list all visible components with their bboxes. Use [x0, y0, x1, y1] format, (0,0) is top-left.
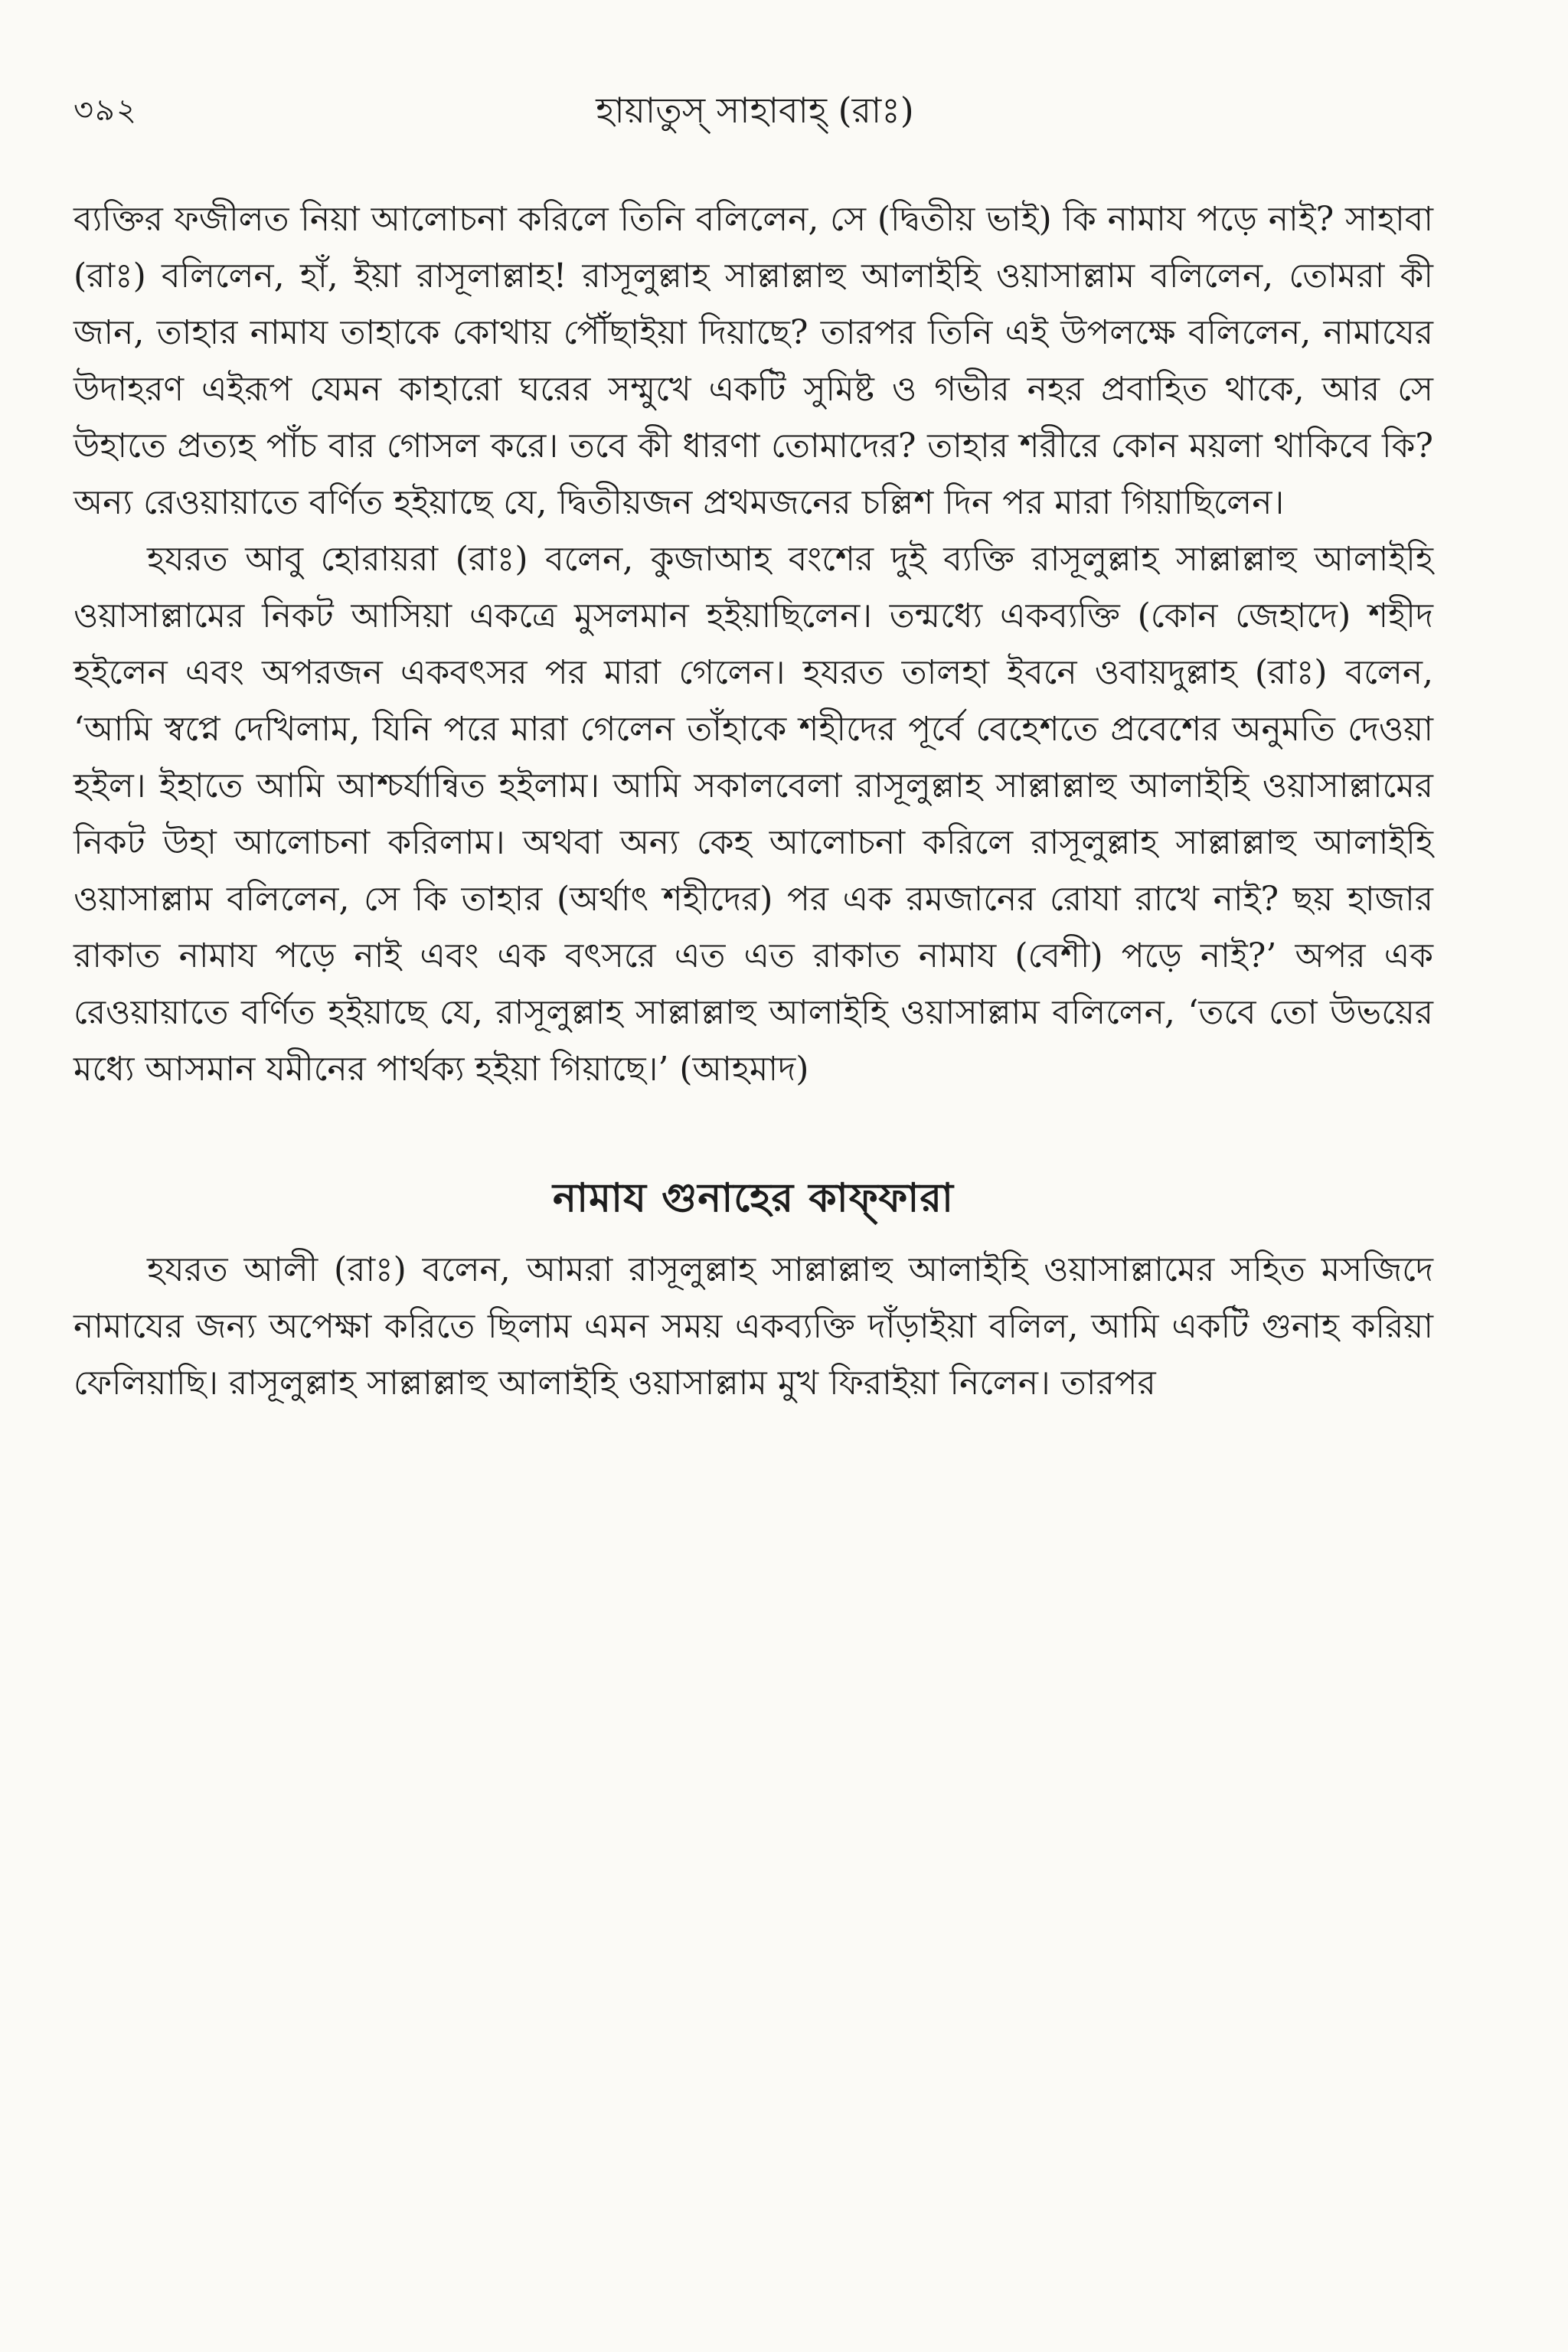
running-header	[74, 80, 1436, 141]
page-number: ৩৯২	[74, 93, 138, 128]
paragraph-abu-hurayrah: হযরত আবু হোরায়রা (রাঃ) বলেন, কুজাআহ বংশের দুই ব্যক্তি রাসূলুল্লাহ সাল্লাল্লাহু আলাইহি ওয়াসাল্লামের নিকট আসিয়া একত্রে মুসলমান হইয়াছিলেন। তন্মধ্যে একব্যক্তি (কোন জেহাদে) শহীদ হইলেন এবং অপরজন একবৎসর পর মারা গেলেন। হযরত তালহা ইবনে ওবায়দুল্লাহ (রাঃ) বলেন, ‘আমি স্বপ্নে দেখিলাম, যিনি পরে মারা গেলেন তাঁহাকে শহীদের পূর্বে বেহেশতে প্রবেশের অনুমতি দেওয়া হইল। ইহাতে আমি আশ্চর্যান্বিত হইলাম। আমি সকালবেলা রাসূলুল্লাহ সাল্লাল্লাহু আলাইহি ওয়াসাল্লামের নিকট উহা আলোচনা করিলাম। অথবা অন্য কেহ আলোচনা করিলে রাসূলুল্লাহ সাল্লাল্লাহু আলাইহি ওয়াসাল্লাম বলিলেন, সে কি তাহার (অর্থাৎ শহীদের) পর এক রমজানের রোযা রাখে নাই? ছয় হাজার রাকাত নামায পড়ে নাই এবং এক বৎসরে এত এত রাকাত নামায (বেশী) পড়ে নাই?’ অপর এক রেওয়ায়াতে বর্ণিত হইয়াছে যে, রাসূলুল্লাহ সাল্লাল্লাহু আলাইহি ওয়াসাল্লাম বলিলেন, ‘তবে তো উভয়ের মধ্যে আসমান যমীনের পার্থক্য হইয়া গিয়াছে।’ (আহমাদ)	[74, 540, 1433, 1089]
section-heading: নামায গুনাহের কাফ্ফারা	[552, 1174, 955, 1221]
body-text	[74, 191, 1433, 1412]
book-title: হায়াতুস্ সাহাবাহ্ (রাঃ)	[596, 90, 914, 131]
paragraph-ali: হযরত আলী (রাঃ) বলেন, আমরা রাসূলুল্লাহ সাল্লাল্লাহু আলাইহি ওয়াসাল্লামের সহিত মসজিদে নামাযের জন্য অপেক্ষা করিতে ছিলাম এমন সময় একব্যক্তি দাঁড়াইয়া বলিল, আমি একটি গুনাহ করিয়া ফেলিয়াছি। রাসূলুল্লাহ সাল্লাল্লাহু আলাইহি ওয়াসাল্লাম মুখ ফিরাইয়া নিলেন। তারপর	[74, 1250, 1433, 1403]
paragraph-continuation: ব্যক্তির ফজীলত নিয়া আলোচনা করিলে তিনি বলিলেন, সে (দ্বিতীয় ভাই) কি নামায পড়ে নাই? সাহাবা (রাঃ) বলিলেন, হাঁ, ইয়া রাসূলাল্লাহ! রাসূলুল্লাহ সাল্লাল্লাহু আলাইহি ওয়াসাল্লাম বলিলেন, তোমরা কী জান, তাহার নামায তাহাকে কোথায় পৌঁছাইয়া দিয়াছে? তারপর তিনি এই উপলক্ষে বলিলেন, নামাযের উদাহরণ এইরূপ যেমন কাহারো ঘরের সম্মুখে একটি সুমিষ্ট ও গভীর নহর প্রবাহিত থাকে, আর সে উহাতে প্রত্যহ পাঁচ বার গোসল করে। তবে কী ধারণা তোমাদের? তাহার শরীরে কোন ময়লা থাকিবে কি? অন্য রেওয়ায়াতে বর্ণিত হইয়াছে যে, দ্বিতীয়জন প্রথমজনের চল্লিশ দিন পর মারা গিয়াছিলেন।	[74, 200, 1433, 522]
